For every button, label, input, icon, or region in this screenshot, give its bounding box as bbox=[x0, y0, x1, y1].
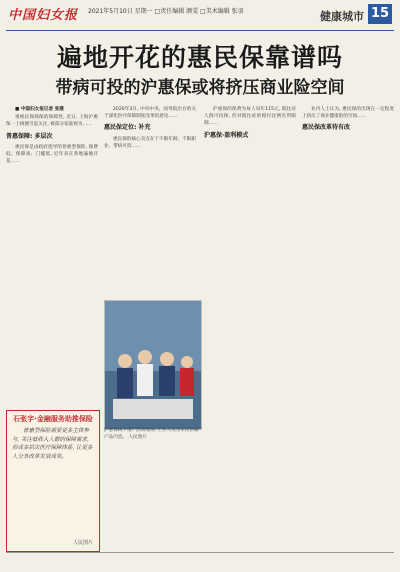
byline: ■ 中国妇女报记者 张建 bbox=[15, 107, 64, 112]
article-column-1 bbox=[6, 106, 98, 166]
masthead bbox=[0, 0, 400, 30]
page-number: 15 bbox=[368, 4, 392, 24]
article-column-2 bbox=[104, 106, 196, 151]
commentary-title: 石张字·金融服务助推保险 bbox=[13, 415, 93, 423]
headline: 遍地开花的惠民保靠谱吗 bbox=[56, 43, 343, 72]
paragraph: 惠民保是由政府指导的普惠型保险, 保费低、保障高、门槛低, 近年来在各地遍地开花…… bbox=[6, 144, 98, 165]
paragraph: 沪惠保的保费为每人每年115元, 既往症人群可投保, 但对既往症的赔付比例有所限制…… bbox=[204, 107, 296, 127]
paragraph: 业内人士认为, 惠民保的出现在一定程度上挤压了商业健康险的空间…… bbox=[302, 107, 394, 120]
paragraph: 2020年3月, 中央中央、国务院出台的关于深化医疗保障制度改革的意见…… bbox=[104, 107, 196, 120]
photo-caption bbox=[104, 428, 200, 442]
caption-text: 沪惠保线下推广活动现场, 工作人员为市民讲解产品内容。 bbox=[104, 428, 199, 440]
paragraph: 重视民保商保的保障性, 近日, 上海沪惠保一上线便引起关注, 被部分家庭视为…… bbox=[6, 115, 98, 128]
newspaper-logo: 中国妇女报 bbox=[8, 8, 79, 23]
section-subtitle: 惠民保定位: 补充 bbox=[104, 124, 151, 132]
news-photo bbox=[104, 300, 202, 430]
commentary-credit: 人民图片 bbox=[72, 540, 93, 546]
dateline: 2021年5月10日 星期一 □责任编辑 颜雯 □美术编辑 张羽 bbox=[88, 8, 244, 15]
section-subtitle: 沪惠保·盈利模式 bbox=[204, 131, 249, 139]
article-column-3 bbox=[204, 106, 296, 143]
photo-credit: 人民图片 bbox=[128, 434, 147, 440]
section-subtitle: 惠民保改革待有改 bbox=[302, 124, 351, 132]
subheadline: 带病可投的沪惠保或将挤压商业险空间 bbox=[55, 78, 345, 98]
paragraph: 惠民保的核心卖点在于不限年龄、不限职业、带病可投…… bbox=[104, 136, 196, 149]
footer-rule bbox=[6, 552, 394, 553]
section-subtitle: 普惠保障: 多层次 bbox=[6, 132, 53, 140]
commentary-box bbox=[6, 410, 100, 552]
header-rule bbox=[6, 30, 394, 31]
section-title: 健康城市 bbox=[320, 10, 364, 23]
article-column-4 bbox=[302, 106, 394, 136]
commentary-text: 普惠型保险需要更多主体参与, 关注低收入人群的保障需求, 形成多层次医疗保障体系, 让更多人分享改革发展成果。 bbox=[12, 428, 93, 460]
